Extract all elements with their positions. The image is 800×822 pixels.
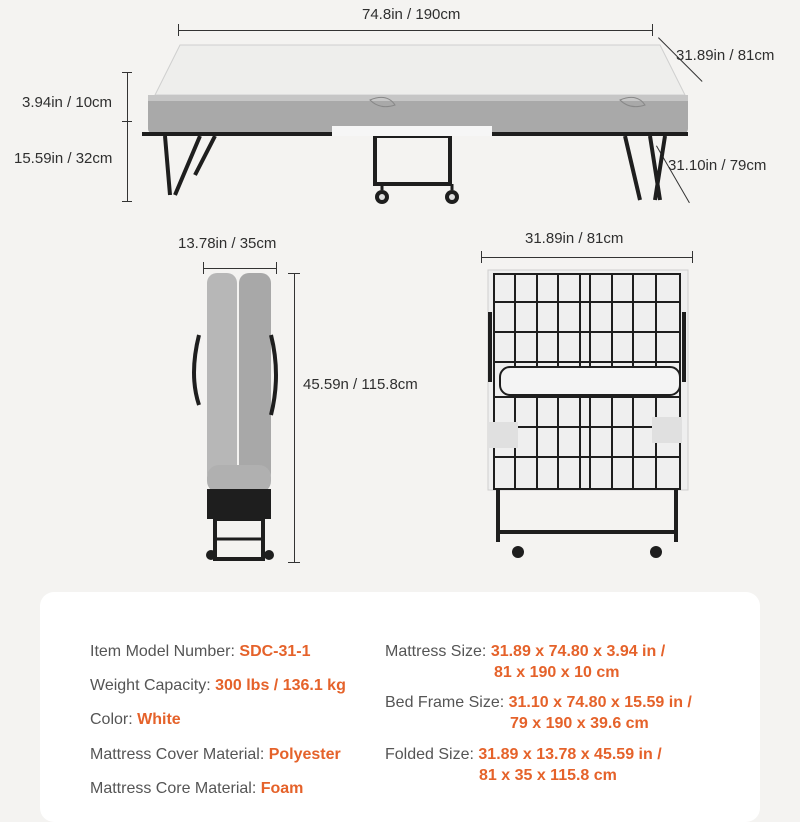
spec-cover-material: Mattress Cover Material: Polyester xyxy=(90,746,341,763)
spec-model-number: Item Model Number: SDC-31-1 xyxy=(90,643,311,660)
mattress-thickness-label: 3.94in / 10cm xyxy=(22,94,113,111)
spec-core-material: Mattress Core Material: Foam xyxy=(90,780,304,797)
frame-height-label: 15.59in / 32cm xyxy=(14,150,113,167)
folded-bed-back-illustration xyxy=(480,262,695,562)
spec-weight-capacity: Weight Capacity: 300 lbs / 136.1 kg xyxy=(90,677,346,694)
length-label: 74.8in / 190cm xyxy=(362,6,461,23)
back-width-label: 31.89in / 81cm xyxy=(525,230,624,247)
folded-width-label: 13.78in / 35cm xyxy=(178,235,277,252)
mattress-top xyxy=(155,45,685,95)
leg-span-label: 31.10in / 79cm xyxy=(668,157,767,174)
folded-bed-side-illustration xyxy=(185,265,295,570)
width-label: 31.89in / 81cm xyxy=(676,47,775,64)
open-bed-illustration xyxy=(140,40,690,210)
spec-bed-frame-size: Bed Frame Size: 31.10 x 74.80 x 15.59 in / 79 x 190 x 39.6 cm xyxy=(385,694,692,732)
spec-folded-size: Folded Size: 31.89 x 13.78 x 45.59 in / 81 x 35 x 115.8 cm xyxy=(385,746,662,784)
spec-card xyxy=(40,592,760,822)
spec-color: Color: White xyxy=(90,711,181,728)
folded-height-label: 45.59n / 115.8cm xyxy=(303,376,418,393)
spec-mattress-size: Mattress Size: 31.89 x 74.80 x 3.94 in / 81 x 190 x 10 cm xyxy=(385,643,666,681)
